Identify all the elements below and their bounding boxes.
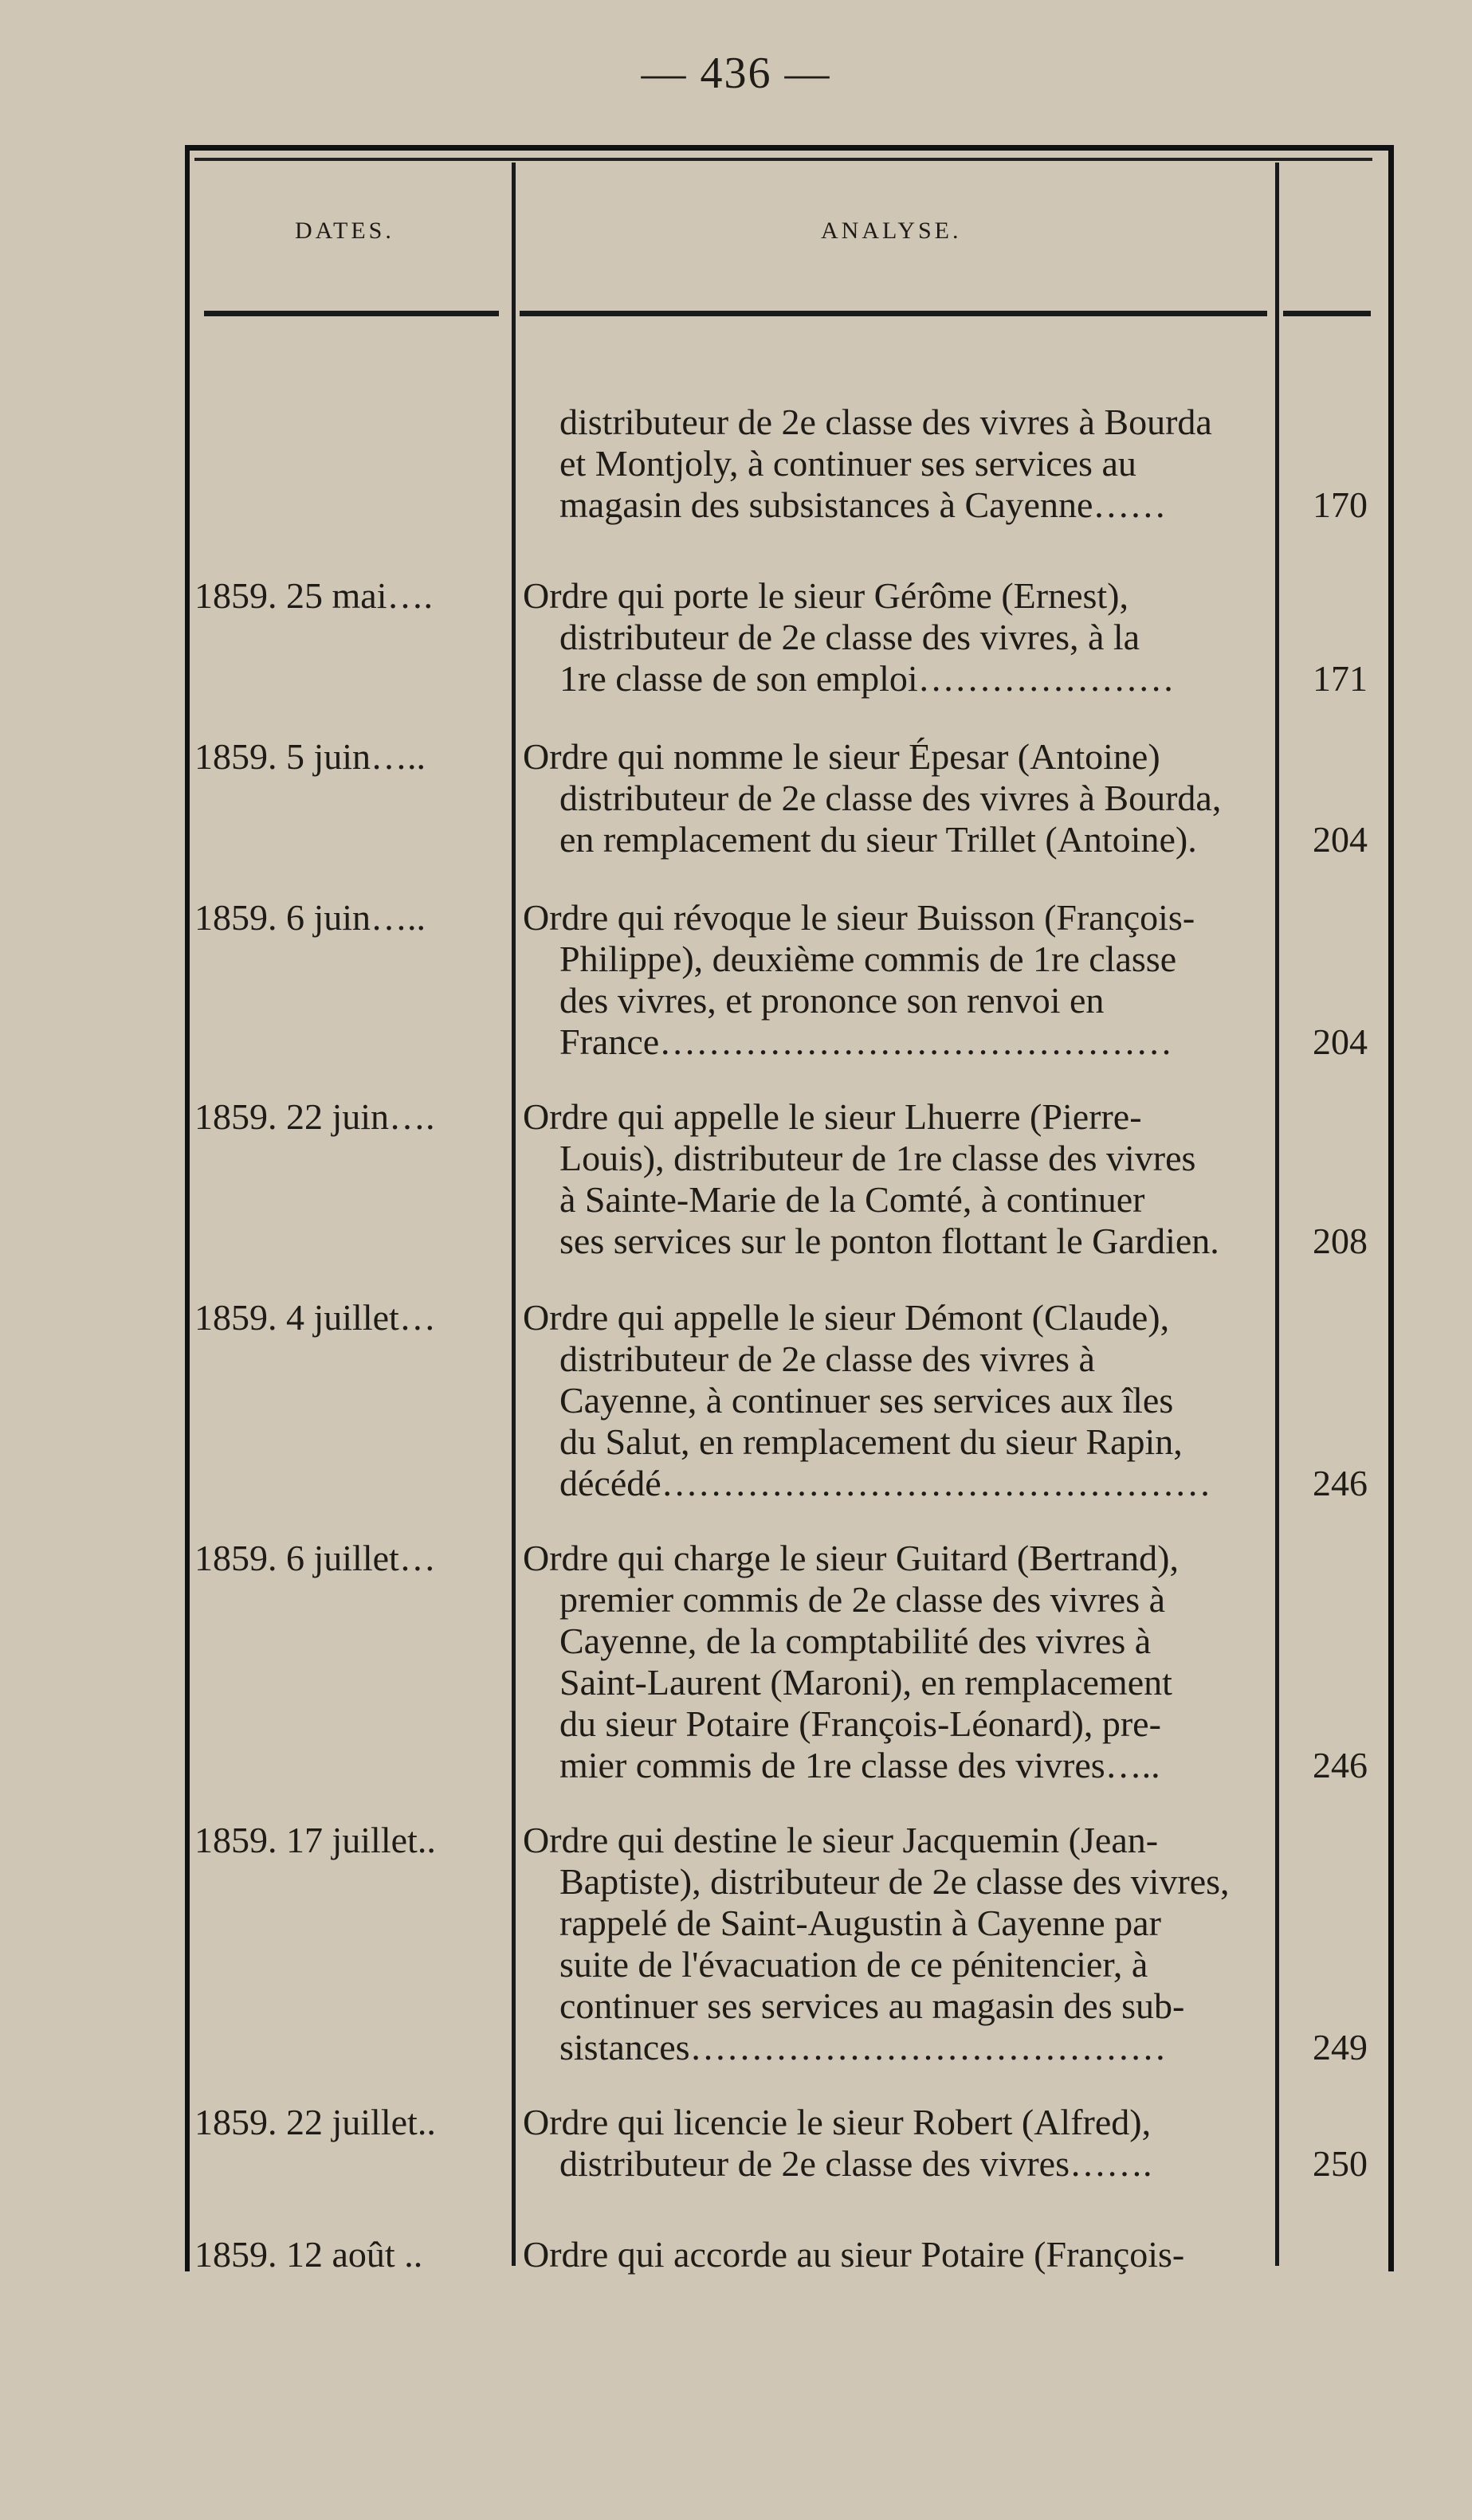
entry-analyse-line: en remplacement du sieur Trillet (Antoine). xyxy=(559,819,1197,860)
entry-date: 1859. 12 août .. xyxy=(194,2234,423,2275)
entry-analyse-line: à Sainte-Marie de la Comté, à continuer xyxy=(559,1179,1145,1220)
entry-analyse-line: sistances………………………………… xyxy=(559,2027,1167,2067)
entry-date: 1859. 22 juillet.. xyxy=(194,2102,436,2142)
entry-analyse-line: mier commis de 1re classe des vivres….. xyxy=(559,1745,1160,1785)
entry-analyse-line: Ordre qui accorde au sieur Potaire (François- xyxy=(523,2234,1185,2275)
entry-analyse-line: continuer ses services au magasin des sub- xyxy=(559,1985,1185,2026)
entry-analyse xyxy=(523,1096,1270,1262)
entry-analyse-line: distributeur de 2e classe des vivres à Bourda, xyxy=(559,778,1222,818)
entry-analyse xyxy=(523,897,1270,1063)
column-divider-pages xyxy=(1275,163,1279,2266)
entry-date: 1859. 22 juin…. xyxy=(194,1096,435,1137)
entry-page: 208 xyxy=(1313,1221,1368,1261)
entry-analyse-line: et Montjoly, à continuer ses services au xyxy=(559,443,1136,484)
entry-analyse-line: 1re classe de son emploi………………… xyxy=(559,658,1175,699)
entry-analyse-line: Ordre qui destine le sieur Jacquemin (Jean- xyxy=(523,1820,1159,1860)
entry-page: 170 xyxy=(1313,484,1368,525)
entry-date: 1859. 6 juillet… xyxy=(194,1538,436,1578)
entry-analyse-line: Cayenne, de la comptabilité des vivres à xyxy=(559,1621,1152,1661)
entry-analyse-line: Philippe), deuxième commis de 1re classe xyxy=(559,939,1177,979)
entry-analyse-line: Ordre qui appelle le sieur Lhuerre (Pierre- xyxy=(523,1096,1142,1137)
entry-date: 1859. 4 juillet… xyxy=(194,1297,436,1338)
entry-analyse xyxy=(523,402,1270,526)
entry-analyse-line: rappelé de Saint-Augustin à Cayenne par xyxy=(559,1903,1161,1943)
entry-analyse xyxy=(523,575,1270,700)
header-dates: DATES. xyxy=(295,218,394,244)
entry-analyse-line: France…………………………………… xyxy=(559,1021,1173,1062)
entry-analyse xyxy=(523,736,1270,860)
entry-page: 250 xyxy=(1313,2143,1368,2184)
entry-analyse-line: Louis), distributeur de 1re classe des vivres xyxy=(559,1138,1196,1178)
entry-analyse-line: Cayenne, à continuer ses services aux îles xyxy=(559,1380,1174,1421)
page-number: — 436 — xyxy=(641,49,831,98)
column-divider-dates xyxy=(512,163,516,2266)
entry-page: 249 xyxy=(1313,2027,1368,2067)
entry-analyse-line: distributeur de 2e classe des vivres……. xyxy=(559,2143,1152,2184)
entry-analyse-line: distributeur de 2e classe des vivres à xyxy=(559,1338,1095,1379)
table-inner-top-rule xyxy=(194,158,1372,161)
entry-page: 204 xyxy=(1313,819,1368,860)
entry-analyse-line: du sieur Potaire (François-Léonard), pre- xyxy=(559,1703,1161,1744)
entry-analyse xyxy=(523,1538,1270,1786)
entry-analyse-line: suite de l'évacuation de ce pénitencier, à xyxy=(559,1944,1148,1985)
entry-analyse-line: Ordre qui licencie le sieur Robert (Alfred), xyxy=(523,2102,1152,2142)
header-rule-analyse xyxy=(520,311,1267,316)
entry-page: 171 xyxy=(1313,658,1368,699)
entry-analyse xyxy=(523,2234,1270,2275)
entry-analyse-line: du Salut, en remplacement du sieur Rapin, xyxy=(559,1421,1183,1462)
entry-analyse-line: Ordre qui nomme le sieur Épesar (Antoine) xyxy=(523,736,1160,777)
entry-date: 1859. 5 juin….. xyxy=(194,736,426,777)
entry-analyse xyxy=(523,2102,1270,2185)
entry-analyse-line: Baptiste), distributeur de 2e classe des vivres, xyxy=(559,1861,1230,1902)
header-analyse: ANALYSE. xyxy=(821,218,962,244)
header-rule-pages xyxy=(1283,311,1371,316)
entry-analyse-line: magasin des subsistances à Cayenne…… xyxy=(559,484,1167,525)
header-rule-dates xyxy=(204,311,499,316)
entry-analyse xyxy=(523,1297,1270,1504)
entry-date: 1859. 17 juillet.. xyxy=(194,1820,436,1860)
entry-analyse-line: Ordre qui charge le sieur Guitard (Bertrand), xyxy=(523,1538,1179,1578)
entry-analyse-line: décédé……………………………………… xyxy=(559,1463,1211,1503)
entry-analyse-line: distributeur de 2e classe des vivres à Bourda xyxy=(559,402,1212,442)
entry-analyse-line: Ordre qui appelle le sieur Démont (Claude), xyxy=(523,1297,1170,1338)
entry-page: 246 xyxy=(1313,1463,1368,1503)
entry-analyse-line: Saint-Laurent (Maroni), en remplacement xyxy=(559,1662,1172,1703)
entry-analyse-line: premier commis de 2e classe des vivres à xyxy=(559,1579,1166,1620)
entry-analyse xyxy=(523,1820,1270,2068)
entry-date: 1859. 25 mai…. xyxy=(194,575,433,616)
entry-analyse-line: des vivres, et prononce son renvoi en xyxy=(559,980,1105,1021)
entry-analyse-line: ses services sur le ponton flottant le Gardien. xyxy=(559,1221,1219,1261)
entry-page: 204 xyxy=(1313,1021,1368,1062)
entry-page: 246 xyxy=(1313,1745,1368,1785)
entry-analyse-line: Ordre qui révoque le sieur Buisson (François- xyxy=(523,897,1195,938)
entry-analyse-line: distributeur de 2e classe des vivres, à la xyxy=(559,617,1140,657)
entry-date: 1859. 6 juin….. xyxy=(194,897,426,938)
entry-analyse-line: Ordre qui porte le sieur Gérôme (Ernest), xyxy=(523,575,1129,616)
